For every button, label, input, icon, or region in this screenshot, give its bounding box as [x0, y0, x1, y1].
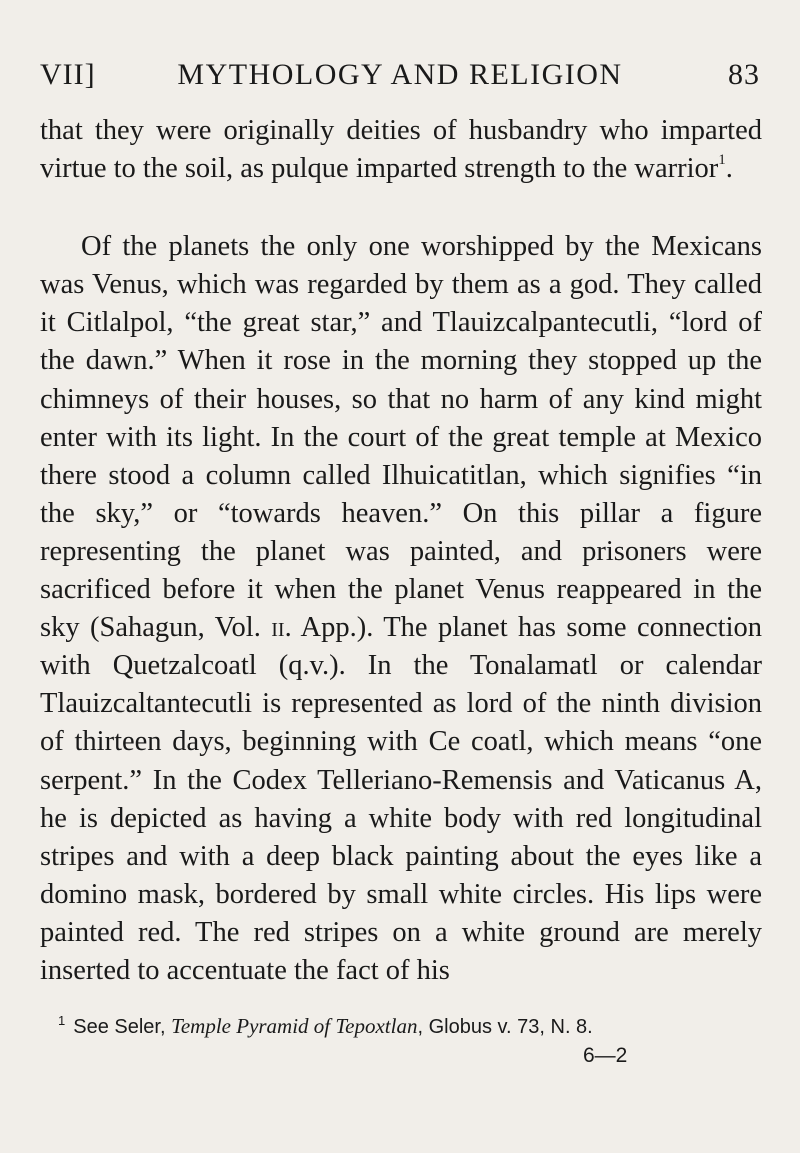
footnote-reference: 1 [718, 152, 726, 169]
footnote-rest: , Globus v. 73, N. 8. [417, 1016, 593, 1038]
footnote-lead: See Seler, [73, 1016, 166, 1038]
volume-numeral: ii [271, 612, 285, 644]
footnote-cited-title: Temple Pyramid of Tepoxtlan [171, 1014, 418, 1038]
signature-mark: 6—2 [583, 1044, 628, 1067]
chapter-number: VII] [40, 58, 96, 91]
paragraph-text: Of the planets the only one worshipped by the Mexicans was Venus, which was regarded by them as a god. They called it Citlalpol, “the great star,” and Tlauizcalpantecutli, “lord of the dawn.” When it rose in the morning they stopped up the chimneys of their houses, so that no harm of any kind might enter with its light. In the court of the great temple at Mexico there stood a column called Ilhuicatitlan, which signifies “in the sky,” or “towards heaven.” On this pillar a figure representing the planet was painted, and prisoners were sacrificed before it when the planet Venus reappeared in the sky (Sahagun, Vol. [40, 231, 762, 644]
paragraph-text: . App.). The planet has some connection with Quetzalcoatl (q.v.). In the Tonalamatl or calendar Tlauizcaltantecutli is represented as lord of the ninth division of thirteen days, beginning with Ce coatl, which means “one serpent.” In the Codex Telleriano-Remensis and Vaticanus A, he is depicted as having a white body with red longitudinal stripes and with a deep black painting about the eyes like a domino mask, bordered by small white circles. His lips were painted red. The red stripes on a white ground are merely inserted to accentuate the fact of his [40, 612, 762, 986]
body-text [40, 112, 762, 990]
footnote-mark: 1 [58, 1013, 66, 1028]
chapter-title: MYTHOLOGY AND RELIGION [177, 58, 623, 91]
running-head [40, 58, 760, 98]
paragraph-text: that they were originally deities of husbandry who imparted virtue to the soil, as pulque imparted strength to the warrior [40, 115, 762, 185]
page-number: 83 [728, 58, 760, 91]
paragraph-end: . [725, 153, 733, 185]
footnote [58, 1014, 593, 1039]
paragraph-continued [40, 112, 762, 188]
paragraph-venus [40, 228, 762, 990]
